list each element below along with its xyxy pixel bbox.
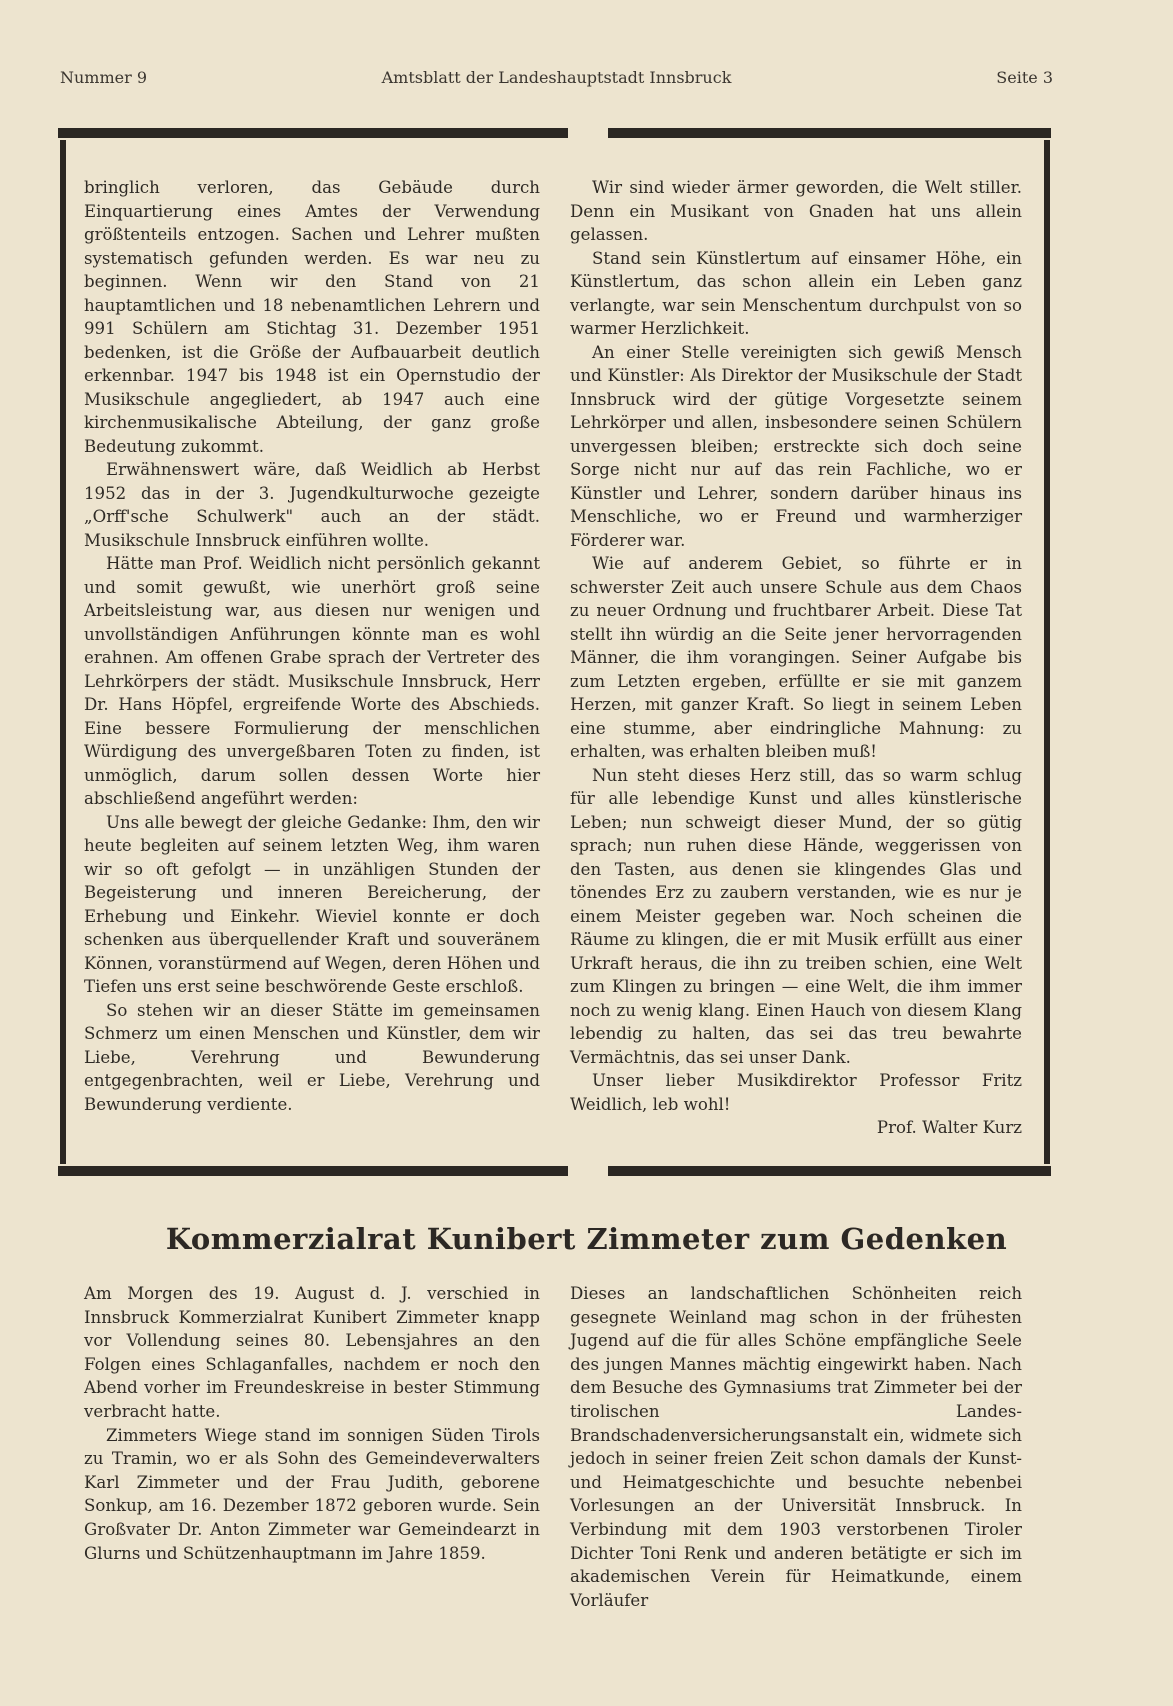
publication-title: Amtsblatt der Landeshauptstadt Innsbruck <box>381 68 732 87</box>
paragraph: An einer Stelle vereinigten sich gewiß Mensch und Künstler: Als Direktor der Musikschule der Stadt Innsbruck wird der gütige Vorgesetzte seinem Lehrkörper und allen, insbesondere seinen Schülern unvergessen bleiben; erstreckte sich doch seine Sorge nicht nur auf das rein Fachliche, wo er Künstler und Lehrer, sondern darüber hinaus ins Menschliche, wo er Freund und warmherziger Förderer war. <box>570 342 1022 550</box>
paragraph: bringlich verloren, das Gebäude durch Einquartierung eines Amtes der Verwendung größtenteils entzogen. Sachen und Lehrer mußten systematisch gefunden werden. Es war neu zu beginnen. Wenn wir den Stand von 21 hauptamtlichen und 18 nebenamtlichen Lehrern und 991 Schülern am Stichtag 31. Dezember 1951 bedenken, ist die Größe der Aufbauarbeit deutlich erkennbar. 1947 bis 1948 ist ein Opernstudio der Musikschule angegliedert, ab 1947 auch eine kirchenmusikalische Abteilung, der ganz große Bedeutung zukommt. <box>84 178 540 456</box>
paragraph: So stehen wir an dieser Stätte im gemeinsamen Schmerz um einen Menschen und Künstler, dem wir Liebe, Verehrung und Bewunderung entgegenbrachten, weil er Liebe, Verehrung und Bewunderung verdiente. <box>84 1000 540 1114</box>
paragraph: Wir sind wieder ärmer geworden, die Welt stiller. Denn ein Musikant von Gnaden hat uns allein gelassen. <box>570 178 1022 244</box>
paragraph: Nun steht dieses Herz still, das so warm schlug für alle lebendige Kunst und alles künstlerische Leben; nun schweigt dieser Mund, der so gütig sprach; nun ruhen diese Hände, weggerissen von den Tasten, aus denen sie klingendes Glas und tönendes Erz zu zaubern verstanden, wie es nur je einem Meister gegeben war. Noch scheinen die Räume zu klingen, die er mit Musik erfüllt aus einer Urkraft heraus, die ihn zu treiben schien, eine Welt zum Klingen zu bringen — eine Welt, die ihm immer noch zu wenig klang. Einen Hauch von diesem Klang lebendig zu halten, das sei das treu bewahrte Vermächtnis, das sei unser Dank. <box>570 765 1022 1067</box>
article2-title: Kommerzialrat Kunibert Zimmeter zum Gedenken <box>165 1222 1008 1256</box>
article-author: Prof. Walter Kurz <box>876 1118 1022 1137</box>
article1-column-right <box>570 176 1022 1140</box>
page-number: Seite 3 <box>996 68 1053 87</box>
left-frame-bar <box>60 140 66 1164</box>
article2-column-left <box>84 1282 540 1565</box>
paragraph: Wie auf anderem Gebiet, so führte er in schwerster Zeit auch unsere Schule aus dem Chaos zu neuer Ordnung und fruchtbarer Arbeit. Diese Tat stellt ihn würdig an die Seite jener hervorragenden Männer, die ihm vorangingen. Seiner Aufgabe bis zum Letzten ergeben, erfüllte er sie mit ganzem Herzen, mit ganzer Kraft. So liegt in seinem Leben eine stumme, aber eindringliche Mahnung: zu erhalten, was erhalten bleiben muß! <box>570 554 1022 761</box>
article1-column-left <box>84 176 540 1116</box>
paragraph: Am Morgen des 19. August d. J. verschied in Innsbruck Kommerzialrat Kunibert Zimmeter knapp vor Vollendung seines 80. Lebensjahres an den Folgen eines Schlaganfalles, nachdem er noch den Abend vorher im Freundeskreise in bester Stimmung verbracht hatte. <box>84 1284 540 1421</box>
paragraph: Hätte man Prof. Weidlich nicht persönlich gekannt und somit gewußt, wie unerhört groß seine Arbeitsleistung war, aus diesen nur wenigen und unvollständigen Anführungen könnte man es wohl erahnen. Am offenen Grabe sprach der Vertreter des Lehrkörpers der städt. Musikschule Innsbruck, Herr Dr. Hans Höpfel, ergreifende Worte des Abschieds. Eine bessere Formulierung der menschlichen Würdigung des unvergeßbaren Toten zu finden, ist unmöglich, darum sollen dessen Worte hier abschließend angeführt werden: <box>84 554 540 808</box>
paragraph: Stand sein Künstlertum auf einsamer Höhe, ein Künstlertum, das schon allein ein Leben ganz verlangte, war sein Menschentum durchpulst von so warmer Herzlichkeit. <box>570 248 1022 338</box>
signature-line <box>570 1116 1022 1140</box>
paragraph: Erwähnenswert wäre, daß Weidlich ab Herbst 1952 das in der 3. Jugendkulturwoche gezeigte „Orff'sche Schulwerk" auch an der städt. Musikschule Innsbruck einführen wollte. <box>84 460 540 550</box>
top-rule-gap <box>568 128 608 138</box>
paragraph: Uns alle bewegt der gleiche Gedanke: Ihm, den wir heute begleiten auf seinem letzten Weg, ihm waren wir so oft gefolgt — in unzähligen Stunden der Begeisterung und inneren Bereicherung, der Erhebung und Einkehr. Wieviel konnte er doch schenken aus überquellender Kraft und souveränem Können, voranstürmend auf Wegen, deren Höhen und Tiefen uns erst seine beschwörende Geste erschloß. <box>84 812 540 996</box>
issue-number: Nummer 9 <box>60 68 148 87</box>
top-rule <box>58 128 1051 138</box>
paragraph: Dieses an landschaftlichen Schönheiten reich gesegnete Weinland mag schon in der frühesten Jugend auf die für alles Schöne empfängliche Seele des jungen Mannes mächtig eingewirkt haben. Nach dem Besuche des Gymnasiums trat Zimmeter bei der tirolischen Landes-Brandschadenversicherungsanstalt ein, widmete sich jedoch in seiner freien Zeit schon damals der Kunst- und Heimatgeschichte und besuchte nebenbei Vorlesungen an der Universität Innsbruck. In Verbindung mit dem 1903 verstorbenen Tiroler Dichter Toni Renk und anderen betätigte er sich im akademischen Verein für Heimatkunde, einem Vorläufer <box>570 1284 1022 1610</box>
article2-column-right <box>570 1282 1022 1612</box>
bottom-rule <box>58 1166 1051 1176</box>
bottom-rule-gap <box>568 1166 608 1176</box>
paragraph: Unser lieber Musikdirektor Professor Fritz Weidlich, leb wohl! <box>570 1071 1022 1114</box>
page-header <box>60 68 1053 92</box>
paragraph: Zimmeters Wiege stand im sonnigen Süden Tirols zu Tramin, wo er als Sohn des Gemeindeverwalters Karl Zimmeter und der Frau Judith, geborene Sonkup, am 16. Dezember 1872 geboren wurde. Sein Großvater Dr. Anton Zimmeter war Gemeindearzt in Glurns und Schützenhauptmann im Jahre 1859. <box>84 1425 540 1563</box>
right-frame-bar <box>1044 140 1050 1164</box>
